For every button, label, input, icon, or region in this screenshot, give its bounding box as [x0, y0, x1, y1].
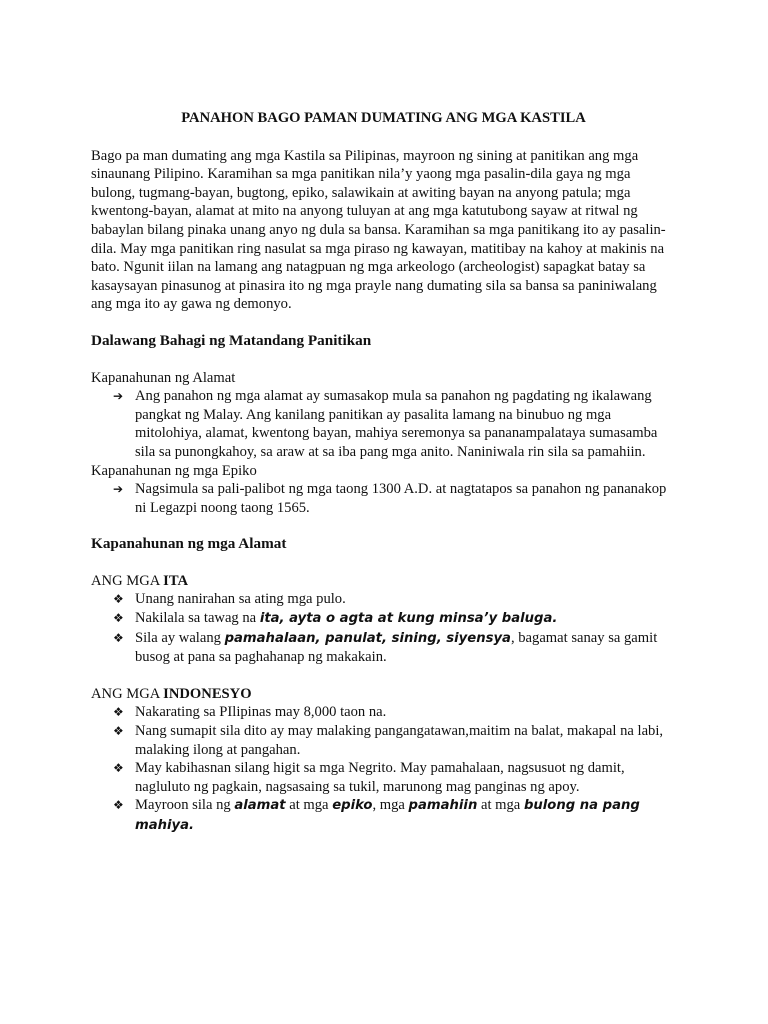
diamond-bullet-icon: ❖ [113, 705, 124, 720]
diamond-bullet-icon: ❖ [113, 798, 124, 813]
subheading-ang-mga-ita: ANG MGA ITA [91, 572, 189, 589]
list-item: ➔ Nagsimula sa pali-palibot ng mga taong 1300 A.D. at nagtatapos sa panahon ng pananakop ni Legazpi noong taong 1565. [113, 481, 667, 516]
alamat-list [91, 387, 676, 461]
indonesyo-list [91, 703, 676, 835]
epiko-list [91, 480, 676, 517]
list-item: ➔ Ang panahon ng mga alamat ay sumasakop mula sa panahon ng pagdating ng ikalawang pangkat ng Malay. Ang kanilang panitikan ay pasalita lamang na binubuo ng mga mitolohiya, alamat, kwentong bayan, mahiya seremonya sa pananampalataya sumasamba sila sa punongkahoy, sa araw at sa iba pang mga anito. Naniniwala rin sila sa pamahiin. [113, 388, 658, 460]
subheading-ang-mga-indonesyo: ANG MGA INDONESYO [91, 685, 252, 702]
ita-list [91, 590, 676, 666]
subheading-kapanahunan-alamat: Kapanahunan ng Alamat [91, 369, 236, 386]
list-item: ❖ Nakarating sa PIlipinas may 8,000 taon na. [113, 704, 387, 721]
arrow-bullet-icon: ➔ [113, 389, 124, 404]
arrow-bullet-icon: ➔ [113, 482, 124, 497]
list-item: ❖ Mayroon sila ng alamat at mga epiko, mga pamahiin at mga bulong na pang mahiya. [113, 797, 640, 833]
page-title: PANAHON BAGO PAMAN DUMATING ANG MGA KASTILA [181, 110, 586, 126]
list-item: ❖ Nang sumapit sila dito ay may malaking pangangatawan,maitim na balat, makapal na labi, malaking ilong at pangahan. [113, 723, 664, 758]
list-item: ❖ Unang nanirahan sa ating mga pulo. [113, 591, 346, 608]
diamond-bullet-icon: ❖ [113, 724, 124, 739]
diamond-bullet-icon: ❖ [113, 630, 124, 645]
section-heading-kapanahunan-alamat: Kapanahunan ng mga Alamat [91, 535, 287, 553]
intro-paragraph: Bago pa man dumating ang mga Kastila sa Pilipinas, mayroon ng sining at panitikan ang mga sinaunang Pilipino. Karamihan sa mga panitikan nila’y yaong mga pasalin-dila gaya ng mga bulong, tugmang-bayan, bugtong, epiko, salawikain at awiting bayan na anyong patula; mga kwentong-bayan, alamat at mito na anyong tuluyan at ang mga katutubong sayaw at ritwal ng babaylan bilang pinaka unang anyo ng dula sa bansa. Karamihan sa mga panitikang ito ay pasalin-dila. May mga panitikan ring nasulat sa mga piraso ng kawayan, matitibay na kahoy at makinis na bato. Ngunit iilan na lamang ang natagpuan ng mga arkeologo (archeologist) sapagkat batay sa kasaysayan pinasunog at pinasira ito ng mga prayle nang dumating sila sa bansa sa paniniwalang ang mga ito ay gawa ng demonyo. [91, 147, 666, 313]
subheading-kapanahunan-epiko: Kapanahunan ng mga Epiko [91, 462, 257, 479]
section-heading-matandang-panitikan: Dalawang Bahagi ng Matandang Panitikan [91, 331, 372, 349]
diamond-bullet-icon: ❖ [113, 761, 124, 776]
diamond-bullet-icon: ❖ [113, 611, 124, 626]
list-item: ❖ Sila ay walang pamahalaan, panulat, sining, siyensya, bagamat sanay sa gamit busog at pana sa paghahanap ng makakain. [113, 629, 658, 666]
diamond-bullet-icon: ❖ [113, 592, 124, 607]
list-item: ❖ Nakilala sa tawag na ita, ayta o agta at kung minsa’y baluga. [113, 610, 558, 627]
list-item: ❖ May kabihasnan silang higit sa mga Negrito. May pamahalaan, nagsusuot ng damit, nagluluto ng pagkain, nagsasaing sa tukil, marunong mag panginas ng apoy. [113, 760, 625, 795]
